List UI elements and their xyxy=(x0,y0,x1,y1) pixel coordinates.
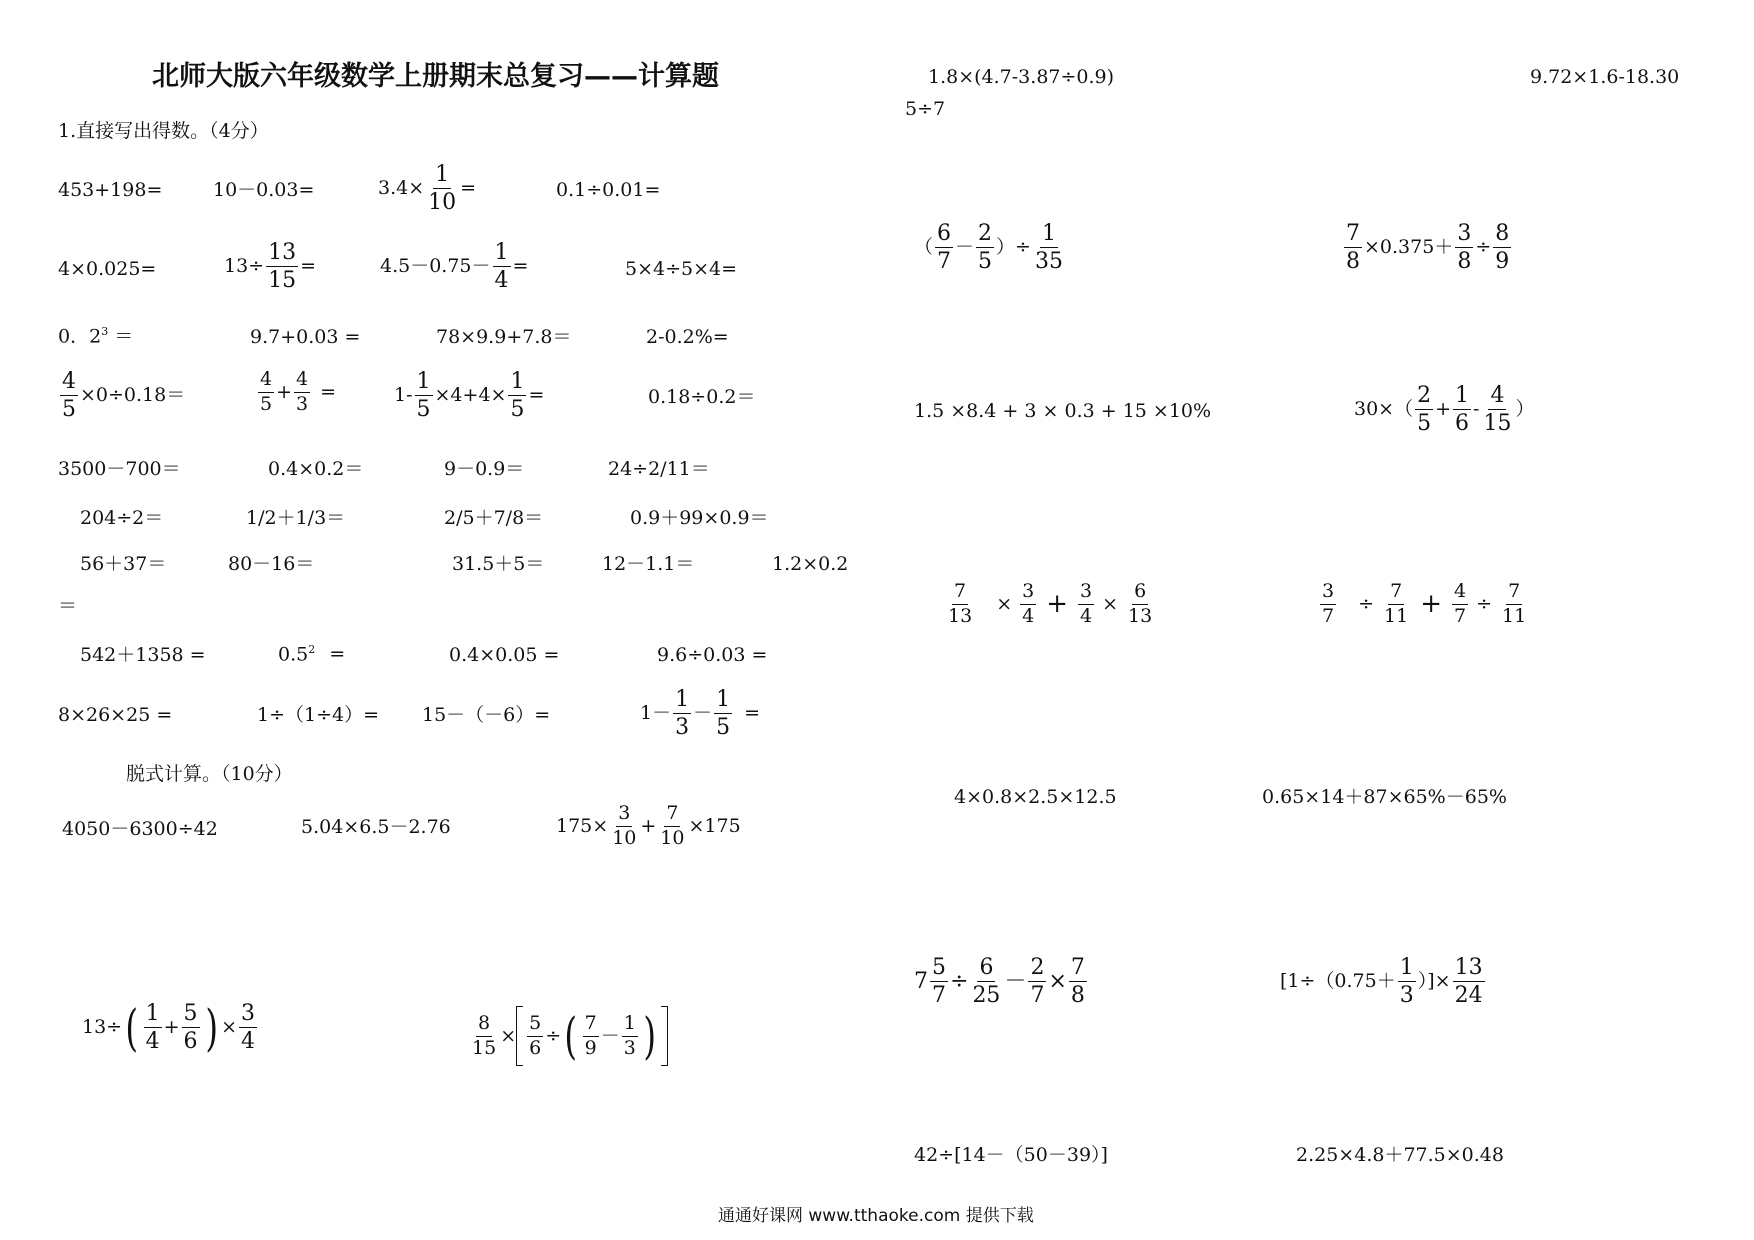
problem xyxy=(394,370,544,421)
problem xyxy=(58,370,185,421)
text: × xyxy=(500,1024,517,1047)
problem: 453+198= xyxy=(58,179,163,201)
text: ）]× xyxy=(1417,970,1451,993)
denominator: 10 xyxy=(428,190,457,216)
numerator: 13 xyxy=(1453,956,1485,982)
denominator: 3 xyxy=(675,715,690,741)
denominator: 10 xyxy=(660,826,685,849)
denominator: 15 xyxy=(472,1036,497,1059)
fraction xyxy=(930,956,948,1007)
problem xyxy=(914,222,1067,273)
text: 175× xyxy=(556,814,609,837)
problem: 4×0.8×2.5×12.5 xyxy=(954,786,1117,808)
problem: 56＋37＝ xyxy=(80,553,167,575)
numerator: 1 xyxy=(1453,384,1471,410)
denominator: 10 xyxy=(612,826,637,849)
denominator: 4 xyxy=(1022,604,1035,627)
numerator: 1 xyxy=(1040,222,1058,248)
text: = xyxy=(528,384,545,407)
problem-continued: 5÷7 xyxy=(905,98,946,120)
problem: 1.5 ×8.4 + 3 × 0.3 + 15 ×10% xyxy=(914,400,1212,422)
problem: 5.04×6.5－2.76 xyxy=(301,816,451,838)
fraction xyxy=(470,1011,498,1059)
numerator: 4 xyxy=(1452,582,1468,605)
problem: 80－16＝ xyxy=(228,553,315,575)
numerator: 7 xyxy=(664,804,680,827)
fraction xyxy=(1320,582,1336,627)
text: + xyxy=(1046,589,1068,620)
left-paren: ( xyxy=(564,1007,578,1065)
denominator: 3 xyxy=(296,392,309,415)
problem-continued: ＝ xyxy=(58,595,78,617)
text: + xyxy=(276,380,293,403)
problem xyxy=(1318,582,1530,627)
problem: 4050－6300÷42 xyxy=(62,818,218,840)
section-direct-answers: 1.直接写出得数。（4分） xyxy=(58,120,269,142)
denominator: 3 xyxy=(623,1036,636,1059)
text: - xyxy=(1473,398,1480,421)
text: ×175 xyxy=(688,814,741,837)
fraction xyxy=(527,1011,543,1059)
problem: 2.25×4.8＋77.5×0.48 xyxy=(1296,1144,1504,1166)
left-paren: ( xyxy=(125,998,139,1057)
text: + xyxy=(1435,398,1452,421)
text: × xyxy=(996,592,1013,615)
numerator: 1 xyxy=(1398,956,1416,982)
fraction xyxy=(935,222,953,273)
text: ÷ xyxy=(545,1024,562,1047)
fraction xyxy=(1493,222,1511,273)
text: ×0÷0.18＝ xyxy=(80,384,186,407)
problem: 8×26×25 = xyxy=(58,704,173,726)
denominator: 35 xyxy=(1034,249,1063,275)
problem: 542＋1358 = xyxy=(80,644,206,666)
fraction xyxy=(1344,222,1362,273)
problem: 9.6÷0.03 = xyxy=(657,644,768,666)
fraction xyxy=(714,688,732,739)
text: － xyxy=(600,1024,620,1047)
fraction xyxy=(426,163,458,214)
fraction xyxy=(970,956,1002,1007)
numerator: 3 xyxy=(1020,582,1036,605)
text: = xyxy=(300,255,317,278)
numerator: 4 xyxy=(294,370,310,393)
fraction xyxy=(673,688,691,739)
fraction xyxy=(1453,384,1471,435)
text: 13÷ xyxy=(224,255,265,278)
problem xyxy=(82,998,259,1057)
fraction xyxy=(1028,956,1046,1007)
denominator: 7 xyxy=(937,249,952,275)
fraction xyxy=(294,370,310,415)
numerator: 4 xyxy=(258,370,274,393)
numerator: 5 xyxy=(527,1014,543,1037)
denominator: 15 xyxy=(268,268,297,294)
text: = xyxy=(460,177,477,200)
problem: 12－1.1＝ xyxy=(602,553,695,575)
numerator: 7 xyxy=(1344,222,1362,248)
numerator: 2 xyxy=(976,222,994,248)
text: + xyxy=(1420,589,1442,620)
text: 0．2 xyxy=(58,325,102,348)
section-step-calculation: 脱式计算。（10分） xyxy=(126,763,293,785)
numerator: 5 xyxy=(182,1002,200,1028)
denominator: 4 xyxy=(1080,604,1093,627)
denominator: 5 xyxy=(978,249,993,275)
fraction xyxy=(1398,956,1416,1007)
denominator: 4 xyxy=(240,1029,255,1055)
numerator: 6 xyxy=(935,222,953,248)
text: ＝ xyxy=(114,325,134,348)
denominator: 11 xyxy=(1384,604,1409,627)
problem: 24÷2/11＝ xyxy=(608,458,710,480)
fraction xyxy=(182,1002,200,1053)
denominator: 4 xyxy=(494,268,509,294)
problem: 2/5＋7/8＝ xyxy=(444,507,544,529)
text: － xyxy=(955,236,975,259)
denominator: 9 xyxy=(584,1036,597,1059)
denominator: 5 xyxy=(510,397,525,423)
text: ×4+4× xyxy=(434,384,507,407)
problem: 78×9.9+7.8＝ xyxy=(436,326,572,348)
denominator: 7 xyxy=(932,983,946,1009)
numerator: 1 xyxy=(508,370,526,396)
fraction xyxy=(1069,956,1087,1007)
problem xyxy=(1354,384,1534,435)
denominator: 5 xyxy=(416,397,431,423)
denominator: 5 xyxy=(260,392,273,415)
numerator: 1 xyxy=(493,241,511,267)
denominator: 7 xyxy=(1322,604,1335,627)
fraction xyxy=(1020,582,1036,627)
problem xyxy=(378,163,476,214)
fraction xyxy=(1033,222,1065,273)
text: × xyxy=(1048,968,1067,994)
fraction xyxy=(1452,582,1468,627)
denominator: 13 xyxy=(1128,604,1153,627)
exponent: 3 xyxy=(101,325,109,338)
problem: 1.2×0.2 xyxy=(772,553,849,575)
denominator: 4 xyxy=(145,1029,160,1055)
numerator: 8 xyxy=(476,1014,492,1037)
fraction xyxy=(1481,384,1513,435)
fraction xyxy=(1500,582,1528,627)
fraction xyxy=(1415,384,1433,435)
numerator: 3 xyxy=(1078,582,1094,605)
text: ÷ xyxy=(1475,236,1492,259)
problem: 2-0.2%= xyxy=(646,326,729,348)
text: 13÷ xyxy=(82,1016,123,1039)
problem xyxy=(256,370,336,415)
problem xyxy=(278,644,345,664)
denominator: 3 xyxy=(1399,983,1414,1009)
problem: 4×0.025= xyxy=(58,258,157,280)
denominator: 5 xyxy=(1417,411,1432,437)
problem: 0.4×0.2＝ xyxy=(268,458,364,480)
problem: 1.8×(4.7-3.87÷0.9) xyxy=(928,66,1115,88)
numerator: 5 xyxy=(930,956,948,982)
numerator: 7 xyxy=(1069,956,1087,982)
fraction xyxy=(976,222,994,273)
denominator: 8 xyxy=(1346,249,1360,275)
denominator: 13 xyxy=(948,604,973,627)
fraction xyxy=(1455,222,1473,273)
text: 3.4× xyxy=(378,177,425,200)
text: + xyxy=(640,814,657,837)
numerator: 7 xyxy=(952,582,968,605)
numerator: 3 xyxy=(616,804,632,827)
problem: 31.5＋5＝ xyxy=(452,553,545,575)
text: = xyxy=(512,255,529,278)
fraction xyxy=(1382,582,1410,627)
numerator: 1 xyxy=(415,370,433,396)
denominator: 6 xyxy=(529,1036,542,1059)
text: 7 xyxy=(914,968,928,994)
numerator: 3 xyxy=(239,1002,257,1028)
problem: 0.9＋99×0.9＝ xyxy=(630,507,769,529)
text: × xyxy=(1102,592,1119,615)
fraction xyxy=(493,241,511,292)
problem xyxy=(58,326,133,346)
text: ） xyxy=(1515,398,1535,421)
fraction xyxy=(239,1002,257,1053)
problem xyxy=(556,804,741,849)
right-bracket xyxy=(661,1006,668,1066)
numerator: 4 xyxy=(1488,384,1506,410)
numerator: 2 xyxy=(1028,956,1046,982)
fraction xyxy=(1078,582,1094,627)
problem: 3500－700＝ xyxy=(58,458,181,480)
text: ×0.375＋ xyxy=(1364,236,1454,259)
denominator: 6 xyxy=(183,1029,198,1055)
numerator: 4 xyxy=(60,370,78,396)
text: ÷ xyxy=(1358,592,1375,615)
numerator: 2 xyxy=(1415,384,1433,410)
fraction xyxy=(1126,582,1154,627)
problem: 1/2＋1/3＝ xyxy=(246,507,346,529)
denominator: 6 xyxy=(1455,411,1470,437)
numerator: 6 xyxy=(1132,582,1148,605)
fraction xyxy=(508,370,526,421)
problem: 10－0.03= xyxy=(213,179,315,201)
problem: 0.4×0.05 = xyxy=(449,644,560,666)
text: 0.5 xyxy=(278,643,309,666)
text: ÷ xyxy=(950,968,969,994)
problem: 0.18÷0.2＝ xyxy=(648,386,756,408)
text: ÷ xyxy=(1476,592,1493,615)
problem xyxy=(468,1006,668,1066)
problem: 5×4÷5×4= xyxy=(625,258,738,280)
fraction xyxy=(266,241,298,292)
problem: 9－0.9＝ xyxy=(444,458,525,480)
numerator: 1 xyxy=(673,688,691,714)
text: （ xyxy=(914,236,934,259)
numerator: 7 xyxy=(1506,582,1522,605)
left-bracket xyxy=(516,1006,523,1066)
fraction xyxy=(144,1002,162,1053)
numerator: 1 xyxy=(433,163,451,189)
exponent: 2 xyxy=(308,643,316,656)
numerator: 7 xyxy=(1388,582,1404,605)
problem xyxy=(944,582,1156,627)
right-paren: ) xyxy=(643,1007,656,1065)
denominator: 8 xyxy=(1070,983,1085,1009)
fraction xyxy=(583,1011,599,1059)
problem xyxy=(640,688,760,739)
denominator: 5 xyxy=(716,715,731,741)
problem xyxy=(914,956,1089,1007)
text: 1- xyxy=(394,384,413,407)
problem xyxy=(1342,222,1513,273)
problem xyxy=(224,241,316,292)
text: ）÷ xyxy=(996,236,1031,259)
fraction xyxy=(415,370,433,421)
text: － xyxy=(1004,968,1027,994)
numerator: 1 xyxy=(622,1014,638,1037)
fraction xyxy=(946,582,974,627)
fraction xyxy=(60,370,78,421)
numerator: 6 xyxy=(977,956,995,982)
problem: 204÷2＝ xyxy=(80,507,164,529)
denominator: 7 xyxy=(1454,604,1467,627)
text: 30×（ xyxy=(1354,398,1414,421)
text: － xyxy=(693,702,713,725)
problem: 9.7+0.03 = xyxy=(250,326,361,348)
denominator: 25 xyxy=(972,983,1001,1009)
problem: 0.65×14＋87×65%－65% xyxy=(1262,786,1507,808)
fraction xyxy=(622,1011,638,1059)
fraction xyxy=(258,370,274,415)
text: [1÷（0.75＋ xyxy=(1280,970,1396,993)
text: 1－ xyxy=(640,702,672,725)
footer-credit: 通通好课网 www.tthaoke.com 提供下载 xyxy=(718,1206,1034,1226)
problem: 0.1÷0.01= xyxy=(556,179,661,201)
numerator: 1 xyxy=(144,1002,162,1028)
numerator: 13 xyxy=(266,241,298,267)
denominator: 9 xyxy=(1495,249,1510,275)
page-title: 北师大版六年级数学上册期末总复习——计算题 xyxy=(152,61,719,92)
numerator: 3 xyxy=(1455,222,1473,248)
fraction xyxy=(1453,956,1485,1007)
fraction xyxy=(610,804,638,849)
denominator: 15 xyxy=(1483,411,1512,437)
problem xyxy=(380,241,528,292)
problem xyxy=(1280,956,1487,1007)
denominator: 7 xyxy=(1030,983,1045,1009)
numerator: 7 xyxy=(583,1014,599,1037)
text: × xyxy=(221,1016,237,1039)
text: 4.5－0.75－ xyxy=(380,255,491,278)
numerator: 3 xyxy=(1320,582,1336,605)
denominator: 8 xyxy=(1457,249,1472,275)
denominator: 11 xyxy=(1502,604,1527,627)
denominator: 5 xyxy=(62,397,76,423)
text: = xyxy=(320,380,337,403)
problem: 1÷（1÷4）= xyxy=(257,704,380,726)
text: = xyxy=(744,702,761,725)
denominator: 24 xyxy=(1454,983,1483,1009)
problem: 15－（－6）= xyxy=(422,704,551,726)
text: = xyxy=(329,643,346,666)
text: + xyxy=(163,1016,180,1039)
numerator: 1 xyxy=(714,688,732,714)
problem: 42÷[14－（50－39）] xyxy=(914,1144,1108,1166)
right-paren: ) xyxy=(204,998,218,1057)
numerator: 8 xyxy=(1493,222,1511,248)
fraction xyxy=(658,804,686,849)
problem: 9.72×1.6-18.30 xyxy=(1530,66,1680,88)
